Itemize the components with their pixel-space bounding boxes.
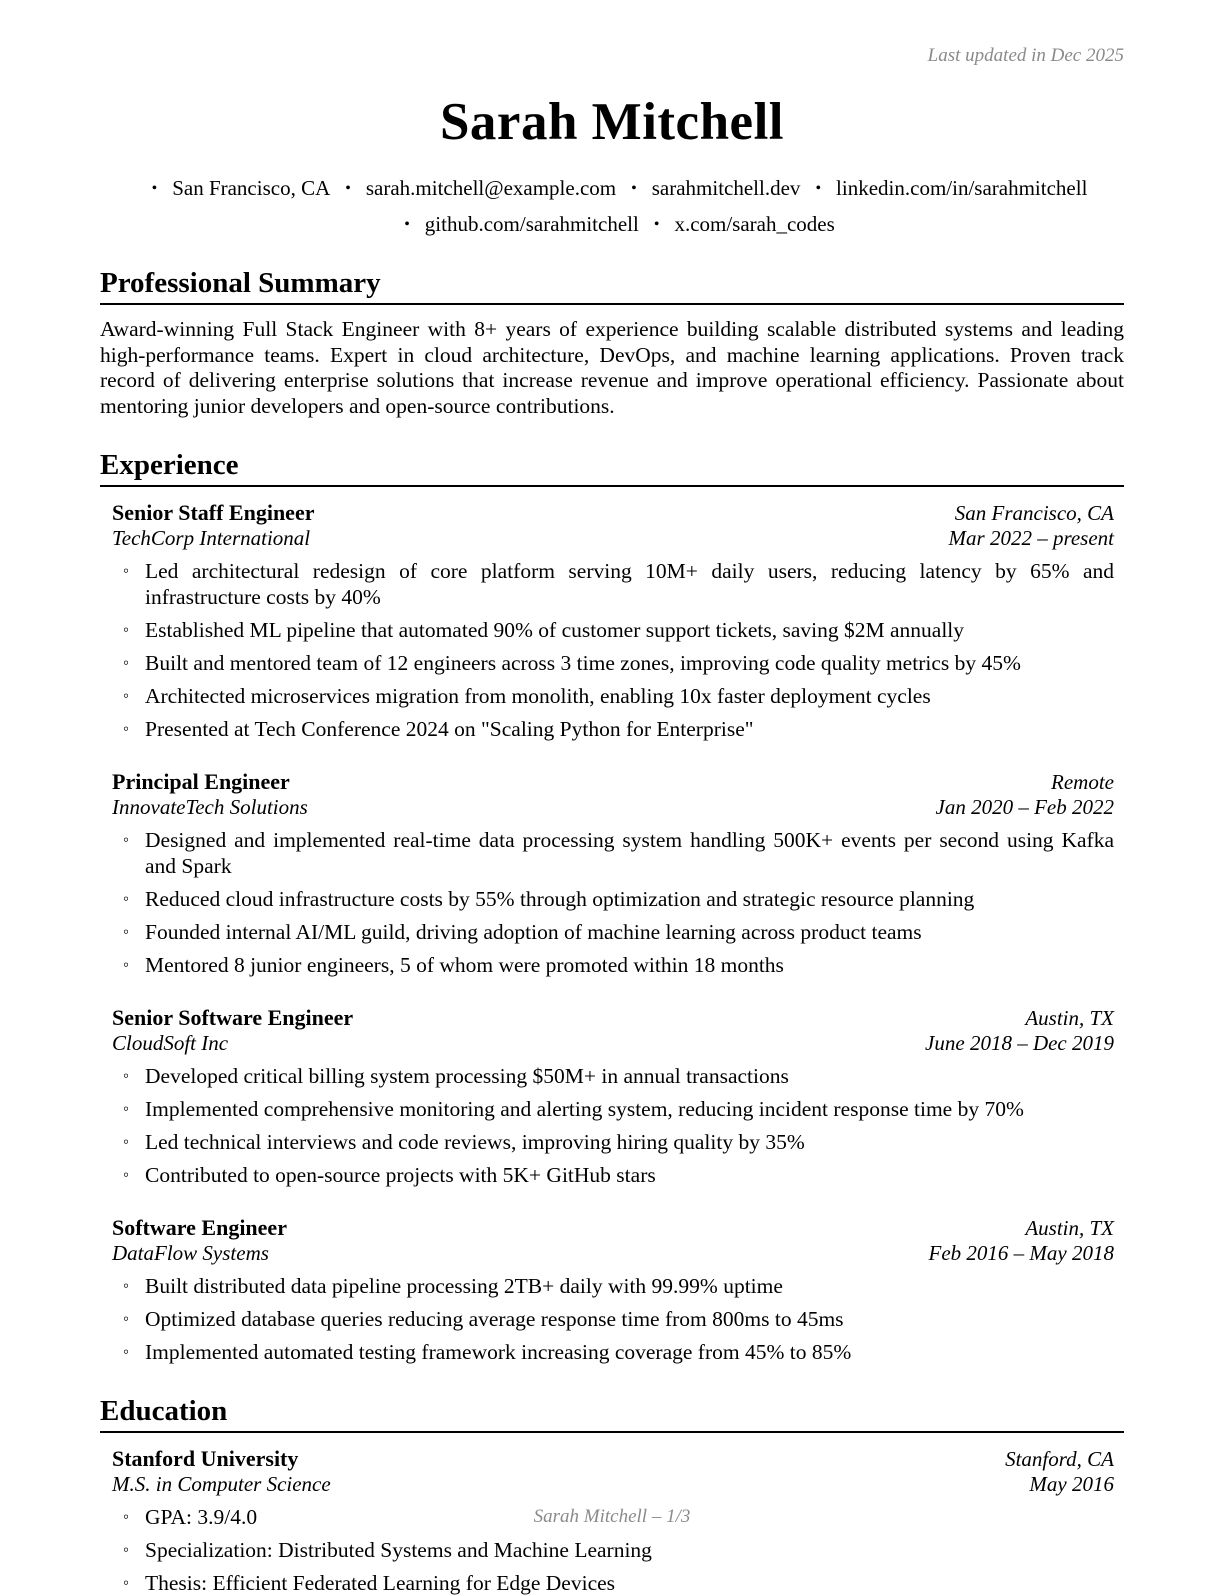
bullet-text: Led technical interviews and code reviews, improving hiring quality by 35% [145,1130,805,1154]
job-entry [112,500,1114,742]
section-heading-education: Education [100,1394,1124,1433]
bullet-separator-icon: • [653,216,660,233]
bullet-item [112,919,1114,945]
contact-item [616,176,800,200]
job-bullets [112,1273,1114,1365]
job-company-row [112,526,1114,551]
bullet-text: Led architectural redesign of core platform serving 10M+ daily users, reducing latency by 65% and infrastructure costs by 40% [145,559,1114,609]
page-title: Sarah Mitchell [439,93,785,151]
bullet-separator-icon: • [404,216,410,233]
bullet-separator-icon: • [631,180,637,197]
job-title-row [112,1215,1114,1241]
job-bullets [112,1063,1114,1188]
job-title-row [112,500,1114,526]
circle-bullet-icon: ◦ [123,653,130,672]
circle-bullet-icon: ◦ [123,830,130,849]
job-location: San Francisco, CA [954,501,1114,525]
job-title-row [112,1005,1114,1031]
bullet-item [112,1162,1114,1188]
bullet-text: Architected microservices migration from monolith, enabling 10x faster deployment cycles [145,684,931,708]
section-heading-experience: Experience [100,448,1124,487]
bullet-item [112,1096,1114,1122]
bullet-text: Built distributed data pipeline processing 2TB+ daily with 99.99% uptime [145,1274,783,1298]
circle-bullet-icon: ◦ [123,1099,130,1118]
degree-name: M.S. in Computer Science [112,1472,331,1496]
job-company-row [112,795,1114,820]
experience-list [100,500,1124,1365]
bullet-text: Optimized database queries reducing average response time from 800ms to 45ms [145,1307,844,1331]
circle-bullet-icon: ◦ [123,1540,130,1559]
job-title: Senior Staff Engineer [112,500,315,525]
circle-bullet-icon: ◦ [123,1309,130,1328]
bullet-text: Presented at Tech Conference 2024 on "Scaling Python for Enterprise" [145,717,754,741]
job-title-row [112,769,1114,795]
circle-bullet-icon: ◦ [123,1276,130,1295]
bullet-item [112,617,1114,643]
job-company: InnovateTech Solutions [112,795,308,819]
bullet-text: Contributed to open-source projects with 5K+ GitHub stars [145,1163,656,1187]
job-bullets [112,827,1114,978]
bullet-item [112,1537,1114,1563]
job-location: Austin, TX [1025,1006,1114,1030]
bullet-item [112,1306,1114,1332]
circle-bullet-icon: ◦ [123,955,130,974]
bullet-text: Mentored 8 junior engineers, 5 of whom were promoted within 18 months [145,953,784,977]
bullet-item [112,952,1114,978]
contact-item [330,176,616,200]
bullet-item [112,1570,1114,1596]
contact-item [137,176,331,200]
contact-item-text: San Francisco, CA [172,176,331,200]
contact-item [800,176,1087,200]
circle-bullet-icon: ◦ [123,719,130,738]
contact-row-1 [100,176,1124,201]
bullet-item [112,886,1114,912]
job-location: Austin, TX [1025,1216,1114,1240]
job-company-row [112,1241,1114,1266]
page-footer: Sarah Mitchell – 1/3 [533,1506,691,1527]
bullet-separator-icon: • [345,180,351,197]
job-location: Remote [1051,770,1114,794]
contact-item [639,212,835,236]
bullet-text: Established ML pipeline that automated 90% of customer support tickets, saving $2M annually [145,618,965,642]
circle-bullet-icon: ◦ [123,922,130,941]
job-title: Software Engineer [112,1215,287,1240]
circle-bullet-icon: ◦ [123,1066,130,1085]
bullet-text: Implemented automated testing framework increasing coverage from 45% to 85% [145,1340,852,1364]
job-company: DataFlow Systems [112,1241,269,1265]
contact-item-text: linkedin.com/in/sarahmitchell [836,176,1088,200]
job-company: CloudSoft Inc [112,1031,229,1055]
bullet-item [112,716,1114,742]
circle-bullet-icon: ◦ [123,1573,130,1592]
bullet-text: Founded internal AI/ML guild, driving adoption of machine learning across product teams [145,920,922,944]
bullet-text: Implemented comprehensive monitoring and alerting system, reducing incident response time by 70% [145,1097,1024,1121]
school-name: Stanford University [112,1446,299,1471]
job-entry [112,769,1114,978]
contact-item-text: x.com/sarah_codes [674,212,835,236]
bullet-text: Thesis: Efficient Federated Learning for Edge Devices [145,1571,616,1595]
bullet-text: Designed and implemented real-time data processing system handling 500K+ events per second using Kafka and Spark [145,828,1114,878]
last-updated-note: Last updated in Dec 2025 [927,45,1124,66]
graduation-date: May 2016 [1029,1472,1114,1496]
job-dates: Feb 2016 – May 2018 [928,1241,1114,1265]
bullet-item [112,650,1114,676]
contact-item-text: github.com/sarahmitchell [424,212,639,236]
bullet-item [112,1339,1114,1365]
job-dates: Jan 2020 – Feb 2022 [935,795,1114,819]
summary-paragraph: Award-winning Full Stack Engineer with 8+ years of experience building scalable distributed systems and leading high-performance teams. Expert in cloud architecture, DevOps, and machine learning applications. Proven track record of delivering enterprise solutions that increase revenue and improve operational efficiency. Passionate about mentoring junior developers and open-source contributions. [100,317,1124,418]
job-company: TechCorp International [112,526,311,550]
contact-item-text: sarahmitchell.dev [651,176,801,200]
bullet-item [112,1129,1114,1155]
bullet-separator-icon: • [151,180,158,197]
bullet-text: Developed critical billing system processing $50M+ in annual transactions [145,1064,789,1088]
circle-bullet-icon: ◦ [123,686,130,705]
contact-item [389,212,639,236]
circle-bullet-icon: ◦ [123,1132,130,1151]
circle-bullet-icon: ◦ [123,1507,130,1526]
bullet-text: Specialization: Distributed Systems and Machine Learning [145,1538,652,1562]
bullet-item [112,1063,1114,1089]
job-bullets [112,558,1114,742]
bullet-item [112,1273,1114,1299]
section-heading-summary: Professional Summary [100,266,1124,305]
contact-row-2 [100,212,1124,237]
bullet-text: Reduced cloud infrastructure costs by 55% through optimization and strategic resource planning [145,887,975,911]
job-dates: Mar 2022 – present [948,526,1114,550]
bullet-text: Built and mentored team of 12 engineers across 3 time zones, improving code quality metrics by 45% [145,651,1021,675]
job-entry [112,1215,1114,1365]
school-degree-row [112,1472,1114,1497]
bullet-item [112,827,1114,879]
circle-bullet-icon: ◦ [123,620,130,639]
job-title: Senior Software Engineer [112,1005,354,1030]
bullet-item [112,558,1114,610]
bullet-separator-icon: • [815,180,822,197]
job-dates: June 2018 – Dec 2019 [925,1031,1114,1055]
school-location: Stanford, CA [1005,1447,1114,1471]
circle-bullet-icon: ◦ [123,889,130,908]
circle-bullet-icon: ◦ [123,561,130,580]
bullet-text: GPA: 3.9/4.0 [145,1505,258,1529]
job-entry [112,1005,1114,1188]
circle-bullet-icon: ◦ [123,1165,130,1184]
job-company-row [112,1031,1114,1056]
bullet-item [112,683,1114,709]
circle-bullet-icon: ◦ [123,1342,130,1361]
job-title: Principal Engineer [112,769,290,794]
school-title-row [112,1446,1114,1472]
contact-item-text: sarah.mitchell@example.com [365,176,617,200]
